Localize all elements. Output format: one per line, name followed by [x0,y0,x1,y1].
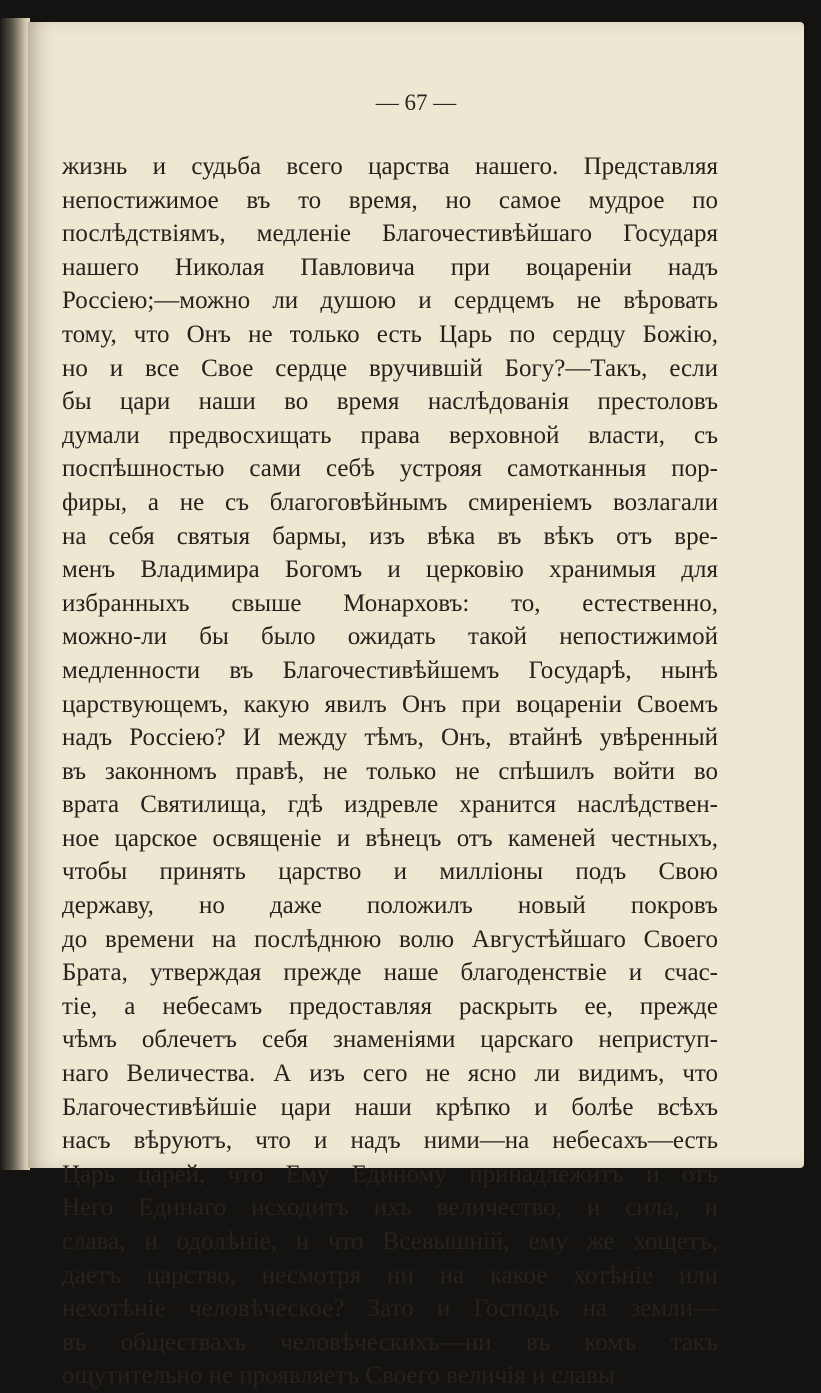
text-line: на себя святыя бармы, изъ вѣка въ вѣкъ отъ вре- [62,522,718,550]
text-line: избранныхъ свыше Монарховъ: то, естественно, [62,589,718,617]
page-number: — 67 — [375,90,457,115]
text-line: Благочестивѣйшіе цари наши крѣпко и болѣе всѣхъ [62,1093,718,1121]
text-line: Брата, утверждая прежде наше благоденствіе и счас- [62,959,718,987]
text-line: насъ вѣруютъ, что и надъ ними—на небесахъ—есть [62,1127,718,1155]
text-line: медленности въ Благочестивѣйшемъ Государѣ, нынѣ [62,656,718,684]
text-line: наго Величества. А изъ сего не ясно ли видимъ, что [62,1060,718,1088]
text-line: тіе, а небесамъ предоставляя раскрыть ее, прежде [62,992,718,1020]
text-line: непостижимое въ то время, но самое мудрое по [62,186,718,214]
text-line: Россіею;—можно ли душою и сердцемъ не вѣровать [62,287,718,315]
text-line: до времени на послѣднюю волю Августѣйшаго Своего [62,925,718,953]
text-line: нехотѣніе человѣческое? Зато и Господь на земли— [62,1295,718,1323]
text-line: Него Единаго исходитъ ихъ величество, и сила, и [62,1194,718,1222]
text-line: ное царское освященіе и вѣнецъ отъ каменей честныхъ, [62,824,718,852]
text-line: Царь царей, что Ему Единому принадлежитъ и отъ [62,1160,718,1188]
text-line: послѣдствіямъ, медленіе Благочестивѣйшаго Государя [62,220,718,248]
text-line: можно-ли бы было ожидать такой непостижимой [62,623,718,651]
page-text-body [62,150,718,1393]
text-line: слава, и одолѣніе, и что Всевышній, ему же хощетъ, [62,1228,718,1255]
book-spine-edge [0,18,30,1170]
text-line: даетъ царство, несмотря ни на какое хотѣніе или [62,1261,718,1289]
text-line: чтобы принять царство и милліоны подъ Свою [62,858,718,886]
book-page [28,22,804,1390]
text-line: поспѣшностью сами себѣ устрояя самотканныя пор- [62,455,718,483]
text-line: фиры, а не съ благоговѣйнымъ смиреніемъ возлагали [62,488,718,516]
text-line: чѣмъ облечетъ себя знаменіями царскаго неприступ- [62,1026,718,1054]
text-line: бы цари наши во время наслѣдованія престоловъ [62,388,718,416]
text-line: нашего Николая Павловича при воцареніи надъ [62,253,718,281]
text-line: въ обществахъ человѣческихъ—ни въ комъ такъ [62,1328,718,1356]
text-line: но и все Свое сердце вручившій Богу?—Такъ, если [62,354,718,382]
text-line: надъ Россіею? И между тѣмъ, Онъ, втайнѣ увѣренный [62,724,718,752]
text-line: врата Святилища, гдѣ издревле хранится наслѣдствен- [62,791,718,819]
text-line: державу, но даже положилъ новый покровъ [62,892,718,920]
text-line: тому, что Онъ не только есть Царь по сердцу Божію, [62,320,718,348]
text-line: менъ Владимира Богомъ и церковію хранимыя для [62,556,718,584]
text-line: въ законномъ правѣ, не только не спѣшилъ войти во [62,757,718,785]
text-line: ощутительно не проявляетъ Своего величія и славы [62,1362,615,1390]
text-line: думали предвосхищать права верховной власти, съ [62,421,718,449]
text-line: царствующемъ, какую явилъ Онъ при воцареніи Своемъ [62,690,718,718]
text-line: жизнь и судьба всего царства нашего. Представляя [62,153,718,180]
